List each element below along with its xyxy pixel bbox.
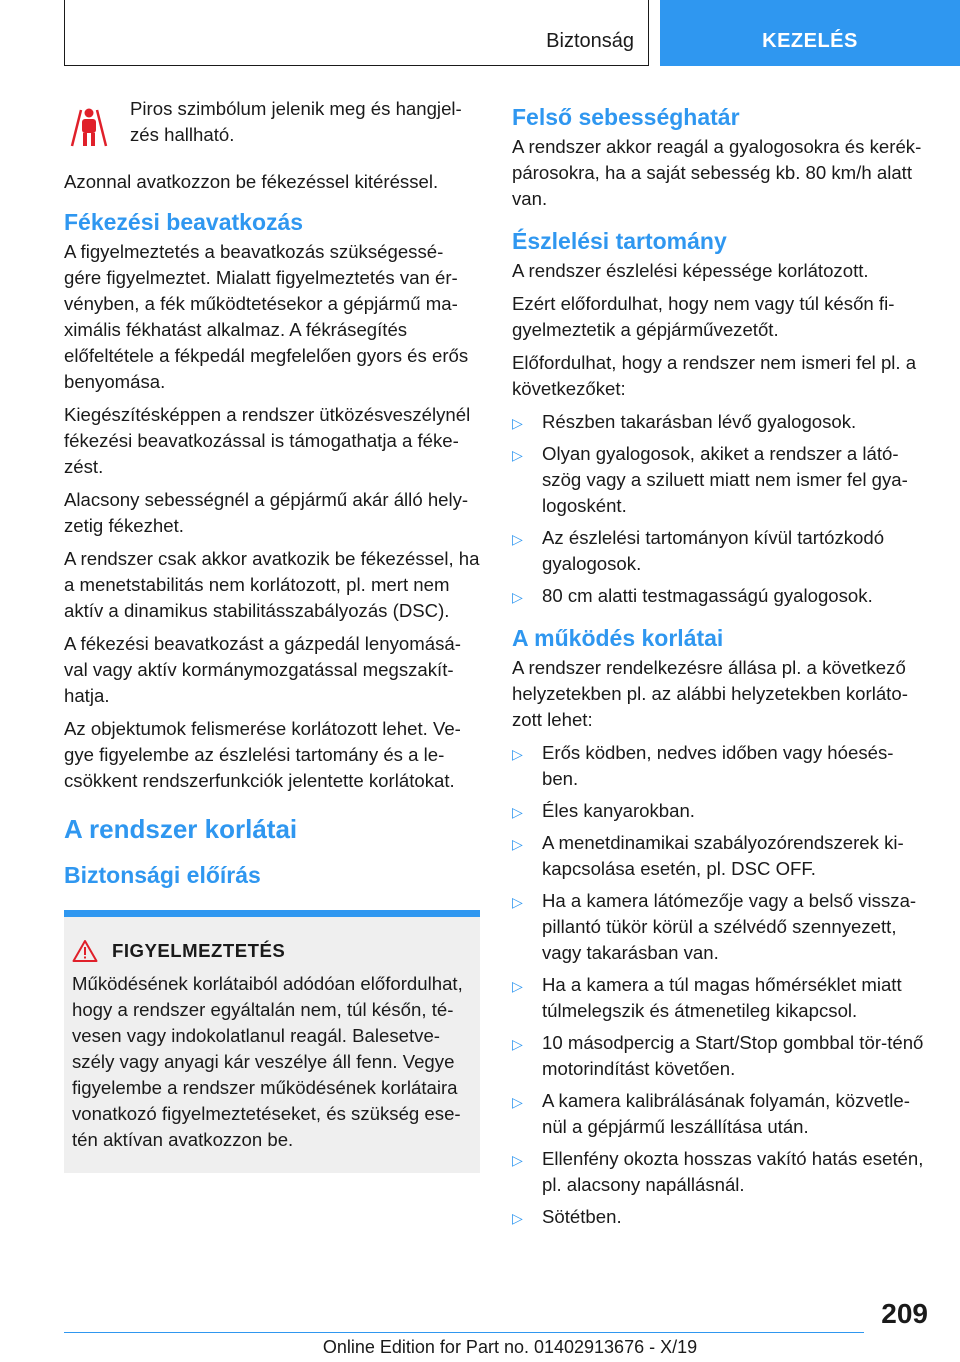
paragraph: Alacsony sebességnél a gépjármű akár álló hely-zetig fékezhet. xyxy=(64,489,469,536)
section-title: Biztonság xyxy=(546,30,634,52)
chapter-title: KEZELÉS xyxy=(762,30,858,52)
paragraph: A rendszer észlelési képessége korlátozott. xyxy=(512,260,869,281)
bullet-triangle-icon: ▷ xyxy=(512,978,523,994)
warning-title: FIGYELMEZTETÉS xyxy=(112,940,286,961)
bullet-triangle-icon: ▷ xyxy=(512,415,523,431)
page-number: 209 xyxy=(881,1298,928,1329)
right-column xyxy=(512,96,928,1240)
bullet-triangle-icon: ▷ xyxy=(512,1094,523,1110)
list-item: ▷ A kamera kalibrálásának folyamán, közvetle-nül a gépjármű leszállítása után. xyxy=(512,1090,910,1137)
paragraph: A fékezési beavatkozást a gázpedál lenyomásá-val vagy aktív kormánymozgatással megszakít-hatja. xyxy=(64,633,461,706)
list-item: ▷ Éles kanyarokban. xyxy=(512,798,928,824)
list-item: ▷ 80 cm alatti testmagasságú gyalogosok. xyxy=(512,583,928,609)
footer-divider xyxy=(64,1332,864,1333)
paragraph: A rendszer csak akkor avatkozik be fékezéssel, ha a menetstabilitás nem korlátozott, pl. mert nem aktív a dinamikus stabilitásszabályozás (DSC). xyxy=(64,548,480,621)
detection-list xyxy=(512,409,928,609)
paragraph: A rendszer rendelkezésre állása pl. a következő helyzetekben pl. az alábbi helyzetekben korláto-zott lehet: xyxy=(512,657,908,730)
heading-system-limits: A rendszer korlátai xyxy=(64,814,298,844)
chapter-tab xyxy=(660,0,960,66)
symbol-description: Piros szimbólum jelenik meg és hangjel-zés hallható. xyxy=(130,98,462,145)
list-item: ▷ Ha a kamera a túl magas hőmérséklet miatt túlmelegszik és átmenetileg kikapcsol. xyxy=(512,974,902,1021)
bullet-triangle-icon: ▷ xyxy=(512,1210,523,1226)
warning-text: Működésének korlátaiból adódóan előfordulhat, hogy a rendszer egyáltalán nem, túl későn, té-vesen vagy indokolatlanul reagál. Balesetve-szély vagy anyagi kár veszélye áll fenn. Vegye figyelembe a rendszer működésének korlátaira vonatkozó figyelmeztetéseket, és szükség ese-tén aktívan avatkozzon be. xyxy=(72,973,463,1150)
bullet-triangle-icon: ▷ xyxy=(512,746,523,762)
symbol-row xyxy=(64,96,480,155)
pedestrian-warning-icon xyxy=(64,96,130,155)
warning-triangle-icon xyxy=(72,939,98,963)
bullet-triangle-icon: ▷ xyxy=(512,804,523,820)
list-item: ▷ Ellenfény okozta hosszas vakító hatás esetén, pl. alacsony napállásnál. xyxy=(512,1148,924,1195)
function-limits-list xyxy=(512,740,928,1230)
section-tab xyxy=(64,0,649,66)
left-column xyxy=(64,96,480,1173)
bullet-triangle-icon: ▷ xyxy=(512,836,523,852)
page-header xyxy=(0,0,960,66)
heading-safety: Biztonsági előírás xyxy=(64,862,261,888)
bullet-triangle-icon: ▷ xyxy=(512,531,523,547)
paragraph: Előfordulhat, hogy a rendszer nem ismeri fel pl. a következőket: xyxy=(512,352,917,399)
paragraph: A figyelmeztetés a beavatkozás szükségessé-gére figyelmeztet. Mialatt figyelmeztetés van ér-vényben, a fék működtetésekor a gépjármű ma-ximális fékhatást alkalmaz. A fékrásegítés előfeltétele a fékpedál megfelelően gyors és erős benyomása. xyxy=(64,241,469,392)
paragraph: A rendszer akkor reagál a gyalogosokra és kerék-párosokra, ha a saját sebesség kb. 80 km/h alatt van. xyxy=(512,136,922,209)
edition-text: Online Edition for Part no. 01402913676 - X/19 xyxy=(322,1337,698,1357)
bullet-triangle-icon: ▷ xyxy=(512,589,523,605)
paragraph: Kiegészítésképpen a rendszer ütközésveszélynél fékezési beavatkozással is támogathatja a féke-zést. xyxy=(64,404,471,477)
paragraph: Az objektumok felismerése korlátozott lehet. Ve-gye figyelembe az észlelési tartomány és a le-csökkent rendszerfunkciók jelentette korlátokat. xyxy=(64,718,461,791)
bullet-triangle-icon: ▷ xyxy=(512,894,523,910)
heading-detection-range: Észlelési tartomány xyxy=(512,228,727,254)
list-item: ▷ Erős ködben, nedves időben vagy hóesés-ben. xyxy=(512,742,894,789)
list-item: ▷ Sötétben. xyxy=(512,1204,928,1230)
bullet-triangle-icon: ▷ xyxy=(512,447,523,463)
bullet-triangle-icon: ▷ xyxy=(512,1152,523,1168)
heading-speed-limit: Felső sebességhatár xyxy=(512,104,740,130)
list-item: ▷ Olyan gyalogosok, akiket a rendszer a látó-szög vagy a sziluett miatt nem ismer fel gya-logosként. xyxy=(512,443,908,516)
bullet-triangle-icon: ▷ xyxy=(512,1036,523,1052)
heading-braking: Fékezési beavatkozás xyxy=(64,209,304,235)
paragraph: Azonnal avatkozzon be fékezéssel kitéréssel. xyxy=(64,171,439,192)
list-item: ▷ Az észlelési tartományon kívül tartózkodó gyalogosok. xyxy=(512,527,885,574)
paragraph: Ezért előfordulhat, hogy nem vagy túl későn fi-gyelmeztetik a gépjárművezetőt. xyxy=(512,293,895,340)
heading-function-limits: A működés korlátai xyxy=(512,625,724,651)
warning-header xyxy=(72,939,472,963)
list-item: ▷ 10 másodpercig a Start/Stop gombbal tör-ténő motorindítást követően. xyxy=(512,1032,924,1079)
warning-box xyxy=(64,910,480,1173)
list-item: ▷ Részben takarásban lévő gyalogosok. xyxy=(512,409,928,435)
list-item: ▷ Ha a kamera látómezője vagy a belső vissza-pillantó tükör körül a szélvédő szennyezett, vagy takarásban van. xyxy=(512,890,917,963)
list-item: ▷ A menetdinamikai szabályozórendszerek ki-kapcsolása esetén, pl. DSC OFF. xyxy=(512,832,904,879)
